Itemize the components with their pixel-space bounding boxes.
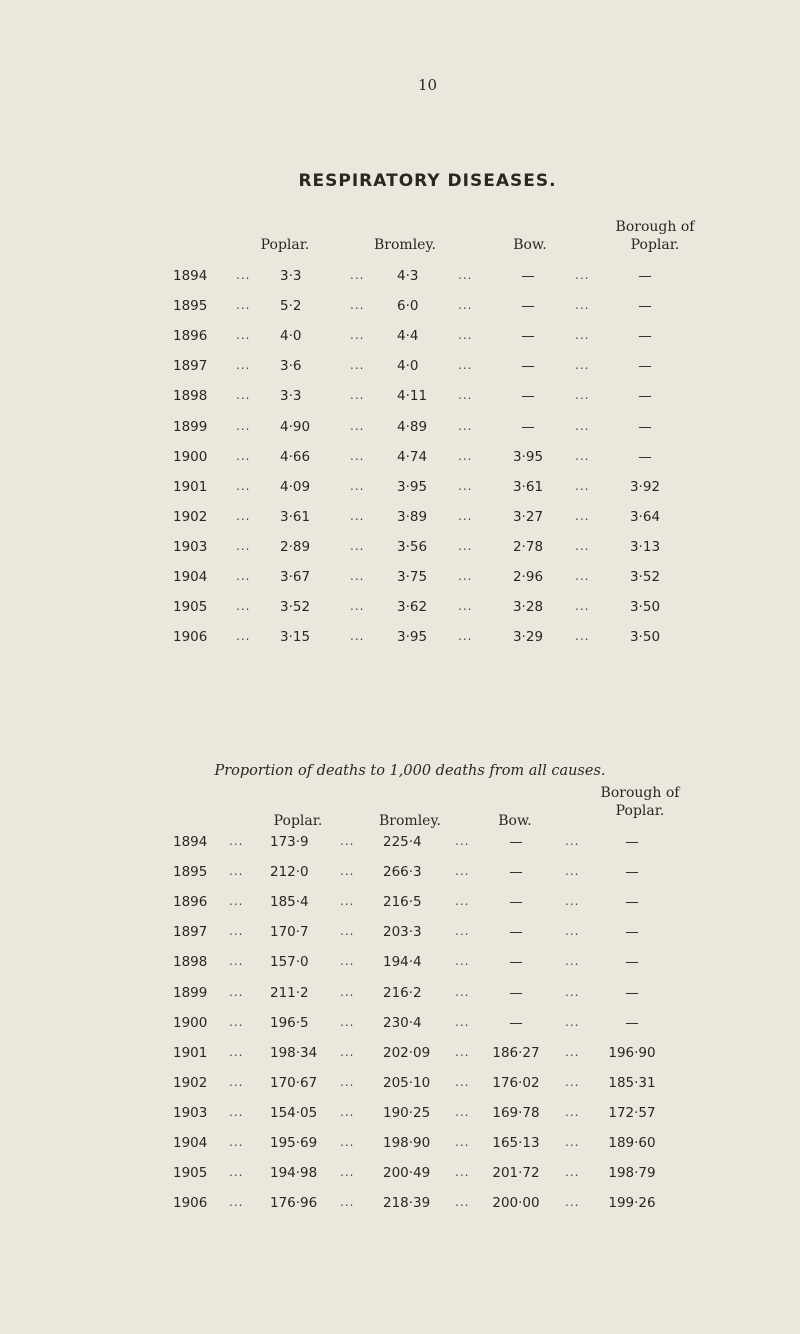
cell-bow: 3·61 (512, 478, 544, 495)
leader-dots: ... (455, 1044, 470, 1059)
cell-bow: — (509, 834, 523, 850)
leader-dots: ... (565, 1195, 580, 1210)
leader-dots: ... (350, 569, 365, 583)
cell-borough: — (638, 268, 652, 284)
table-row (0, 388, 800, 410)
table-row (0, 985, 800, 1007)
page-number: 10 (417, 76, 438, 94)
cell-borough: — (638, 298, 652, 315)
cell-year: 1906 (173, 629, 208, 646)
leader-dots: ... (575, 478, 590, 493)
cell-year: 1900 (173, 448, 208, 465)
cell-bow: — (521, 388, 535, 405)
cell-poplar: 3·67 (280, 569, 311, 585)
leader-dots: ... (350, 388, 365, 403)
cell-year: 1899 (173, 984, 208, 1001)
cell-bow: 2·78 (512, 538, 544, 555)
cell-poplar: 173·9 (270, 834, 309, 850)
leader-dots: ... (575, 298, 590, 313)
leader-dots: ... (236, 508, 251, 523)
cell-borough: — (638, 388, 652, 405)
table-row (0, 864, 800, 886)
leader-dots: ... (340, 1195, 355, 1210)
col-head-borough (580, 784, 700, 820)
leader-dots: ... (458, 298, 473, 313)
table-row (0, 419, 800, 441)
cell-bow: — (521, 418, 535, 435)
leader-dots: ... (575, 508, 590, 523)
cell-bromley: 225·4 (383, 834, 422, 850)
leader-dots: ... (458, 448, 473, 463)
cell-poplar: 4·09 (280, 478, 311, 495)
leader-dots: ... (458, 599, 473, 614)
cell-poplar: 3·15 (280, 629, 311, 646)
leader-dots: ... (350, 508, 365, 523)
leader-dots: ... (350, 478, 365, 493)
leader-dots: ... (350, 629, 365, 644)
leader-dots: ... (565, 1104, 580, 1119)
cell-bow: — (509, 1014, 523, 1031)
leader-dots: ... (575, 418, 590, 433)
cell-bow: — (509, 984, 523, 1001)
leader-dots: ... (229, 1135, 244, 1149)
cell-year: 1905 (173, 1165, 208, 1182)
cell-bow: 176·02 (492, 1074, 540, 1091)
cell-borough: 3·52 (629, 569, 661, 585)
leader-dots: ... (565, 924, 580, 939)
leader-dots: ... (350, 599, 365, 614)
col-head-borough (595, 218, 715, 254)
leader-dots: ... (236, 358, 251, 373)
cell-bromley: 3·62 (397, 599, 428, 616)
leader-dots: ... (229, 924, 244, 939)
cell-bow: — (521, 268, 535, 284)
table-row (0, 834, 800, 856)
cell-year: 1901 (173, 478, 208, 495)
cell-borough: 198·79 (608, 1165, 656, 1182)
leader-dots: ... (236, 388, 251, 403)
cell-bow: 200·00 (492, 1195, 540, 1212)
leader-dots: ... (458, 328, 473, 343)
cell-poplar: 4·66 (280, 448, 311, 465)
leader-dots: ... (455, 924, 470, 939)
cell-year: 1894 (173, 834, 208, 850)
leader-dots: ... (236, 478, 251, 493)
leader-dots: ... (575, 569, 590, 583)
leader-dots: ... (565, 894, 580, 909)
cell-bow: 186·27 (492, 1044, 540, 1061)
cell-bromley: 4·74 (397, 448, 428, 465)
cell-bromley: 230·4 (383, 1014, 422, 1031)
cell-bow: 165·13 (492, 1135, 540, 1151)
cell-poplar: 170·67 (270, 1074, 318, 1091)
col-head-bromley: Bromley. (379, 813, 441, 829)
leader-dots: ... (229, 894, 244, 909)
leader-dots: ... (340, 1014, 355, 1029)
cell-bow: 2·96 (512, 569, 544, 585)
cell-bromley: 6·0 (397, 298, 419, 315)
col-head-bow: Bow. (513, 237, 547, 253)
leader-dots: ... (455, 864, 470, 879)
cell-poplar: 5·2 (280, 298, 302, 315)
leader-dots: ... (340, 1165, 355, 1180)
cell-poplar: 196·5 (270, 1014, 309, 1031)
table-row (0, 1135, 800, 1157)
leader-dots: ... (455, 1135, 470, 1149)
cell-year: 1897 (173, 358, 208, 375)
leader-dots: ... (575, 268, 590, 282)
table-row (0, 358, 800, 380)
cell-bow: 3·28 (512, 599, 544, 616)
cell-year: 1896 (173, 894, 208, 911)
leader-dots: ... (340, 1135, 355, 1149)
cell-poplar: 211·2 (270, 984, 309, 1001)
cell-bow: 3·27 (512, 508, 544, 525)
cell-borough: — (625, 924, 639, 941)
leader-dots: ... (229, 1195, 244, 1210)
leader-dots: ... (575, 599, 590, 614)
leader-dots: ... (458, 629, 473, 644)
leader-dots: ... (340, 834, 355, 848)
cell-bromley: 266·3 (383, 864, 422, 881)
leader-dots: ... (236, 538, 251, 553)
cell-borough: — (625, 864, 639, 881)
cell-poplar: 3·6 (280, 358, 302, 375)
leader-dots: ... (458, 358, 473, 373)
leader-dots: ... (458, 569, 473, 583)
table-row (0, 509, 800, 531)
leader-dots: ... (565, 834, 580, 848)
table-row (0, 1045, 800, 1067)
leader-dots: ... (236, 629, 251, 644)
leader-dots: ... (455, 894, 470, 909)
leader-dots: ... (350, 298, 365, 313)
leader-dots: ... (458, 478, 473, 493)
cell-bromley: 198·90 (383, 1135, 431, 1151)
leader-dots: ... (229, 984, 244, 999)
cell-bow: 3·95 (512, 448, 544, 465)
cell-borough: 3·50 (629, 599, 661, 616)
table-row (0, 479, 800, 501)
cell-year: 1897 (173, 924, 208, 941)
cell-poplar: 176·96 (270, 1195, 318, 1212)
cell-poplar: 198·34 (270, 1044, 318, 1061)
leader-dots: ... (340, 1104, 355, 1119)
leader-dots: ... (236, 328, 251, 343)
cell-year: 1894 (173, 268, 208, 284)
leader-dots: ... (229, 1104, 244, 1119)
cell-year: 1895 (173, 298, 208, 315)
cell-year: 1901 (173, 1044, 208, 1061)
leader-dots: ... (229, 834, 244, 848)
cell-year: 1903 (173, 1104, 208, 1121)
leader-dots: ... (565, 1165, 580, 1180)
cell-poplar: 2·89 (280, 538, 311, 555)
cell-poplar: 170·7 (270, 924, 309, 941)
cell-bromley: 218·39 (383, 1195, 431, 1212)
table-row (0, 1075, 800, 1097)
cell-bow: — (509, 894, 523, 911)
cell-poplar: 3·52 (280, 599, 311, 616)
cell-borough: — (625, 1014, 639, 1031)
cell-year: 1905 (173, 599, 208, 616)
cell-bromley: 3·89 (397, 508, 428, 525)
leader-dots: ... (455, 1074, 470, 1089)
leader-dots: ... (458, 538, 473, 553)
cell-bromley: 200·49 (383, 1165, 431, 1182)
leader-dots: ... (236, 418, 251, 433)
cell-bow: — (521, 298, 535, 315)
leader-dots: ... (455, 1165, 470, 1180)
cell-borough: — (625, 954, 639, 971)
table-row (0, 599, 800, 621)
cell-bow: 169·78 (492, 1104, 540, 1121)
leader-dots: ... (340, 954, 355, 969)
col-head-poplar: Poplar. (260, 237, 310, 253)
cell-borough: — (638, 358, 652, 375)
cell-poplar: 212·0 (270, 864, 309, 881)
section-heading: RESPIRATORY DISEASES. (298, 171, 557, 191)
cell-year: 1898 (173, 388, 208, 405)
cell-borough: 3·92 (629, 478, 661, 495)
cell-poplar: 157·0 (270, 954, 309, 971)
leader-dots: ... (229, 1074, 244, 1089)
leader-dots: ... (229, 864, 244, 879)
leader-dots: ... (455, 1014, 470, 1029)
leader-dots: ... (565, 954, 580, 969)
cell-borough: 189·60 (608, 1135, 656, 1151)
leader-dots: ... (458, 508, 473, 523)
cell-year: 1906 (173, 1195, 208, 1212)
cell-year: 1904 (173, 1135, 208, 1151)
col-head-borough-line1: Borough of (600, 785, 680, 801)
table-row (0, 629, 800, 651)
cell-borough: 185·31 (608, 1074, 656, 1091)
leader-dots: ... (565, 864, 580, 879)
cell-bromley: 3·56 (397, 538, 428, 555)
leader-dots: ... (340, 1074, 355, 1089)
cell-year: 1903 (173, 538, 208, 555)
leader-dots: ... (565, 1014, 580, 1029)
cell-bow: — (509, 954, 523, 971)
leader-dots: ... (236, 569, 251, 583)
leader-dots: ... (236, 298, 251, 313)
cell-bow: — (509, 864, 523, 881)
cell-bromley: 4·0 (397, 358, 419, 375)
table-2-caption: Proportion of deaths to 1,000 deaths from all causes. (214, 763, 606, 779)
cell-year: 1902 (173, 1074, 208, 1091)
leader-dots: ... (340, 1044, 355, 1059)
leader-dots: ... (575, 538, 590, 553)
cell-borough: 3·64 (629, 508, 661, 525)
col-head-borough-line2: Poplar. (630, 237, 680, 253)
cell-bow: — (521, 358, 535, 375)
table-row (0, 539, 800, 561)
cell-year: 1900 (173, 1014, 208, 1031)
leader-dots: ... (575, 448, 590, 463)
leader-dots: ... (575, 388, 590, 403)
cell-borough: — (625, 894, 639, 911)
cell-poplar: 4·90 (280, 418, 311, 435)
leader-dots: ... (565, 984, 580, 999)
leader-dots: ... (236, 599, 251, 614)
cell-poplar: 194·98 (270, 1165, 318, 1182)
table-row (0, 924, 800, 946)
table-row (0, 1105, 800, 1127)
cell-bromley: 4·4 (397, 328, 419, 345)
cell-poplar: 3·3 (280, 268, 302, 284)
leader-dots: ... (236, 448, 251, 463)
col-head-bromley: Bromley. (374, 237, 436, 253)
leader-dots: ... (340, 984, 355, 999)
cell-bow: — (521, 328, 535, 345)
leader-dots: ... (458, 388, 473, 403)
leader-dots: ... (340, 894, 355, 909)
table-row (0, 328, 800, 350)
leader-dots: ... (236, 268, 251, 282)
leader-dots: ... (229, 1165, 244, 1180)
leader-dots: ... (455, 1195, 470, 1210)
cell-borough: 3·50 (629, 629, 661, 646)
leader-dots: ... (229, 1044, 244, 1059)
cell-bow: 201·72 (492, 1165, 540, 1182)
cell-bromley: 4·89 (397, 418, 428, 435)
leader-dots: ... (340, 924, 355, 939)
cell-poplar: 195·69 (270, 1135, 318, 1151)
table-row (0, 894, 800, 916)
table-row (0, 954, 800, 976)
cell-borough: 172·57 (608, 1104, 656, 1121)
leader-dots: ... (565, 1074, 580, 1089)
cell-bromley: 3·75 (397, 569, 428, 585)
leader-dots: ... (350, 418, 365, 433)
cell-bromley: 4·3 (397, 268, 419, 284)
cell-borough: — (625, 984, 639, 1001)
table-row (0, 1165, 800, 1187)
col-head-borough-line1: Borough of (615, 219, 695, 235)
leader-dots: ... (575, 629, 590, 644)
leader-dots: ... (350, 448, 365, 463)
cell-poplar: 4·0 (280, 328, 302, 345)
cell-borough: — (638, 448, 652, 465)
table-row (0, 268, 800, 290)
cell-bromley: 202·09 (383, 1044, 431, 1061)
cell-bromley: 190·25 (383, 1104, 431, 1121)
cell-poplar: 154·05 (270, 1104, 318, 1121)
leader-dots: ... (565, 1135, 580, 1149)
cell-year: 1895 (173, 864, 208, 881)
cell-bromley: 4·11 (397, 388, 428, 405)
cell-bromley: 203·3 (383, 924, 422, 941)
leader-dots: ... (350, 268, 365, 282)
col-head-bow: Bow. (498, 813, 532, 829)
cell-bromley: 3·95 (397, 478, 428, 495)
cell-bow: 3·29 (512, 629, 544, 646)
leader-dots: ... (565, 1044, 580, 1059)
leader-dots: ... (455, 954, 470, 969)
leader-dots: ... (575, 358, 590, 373)
table-row (0, 569, 800, 591)
leader-dots: ... (229, 1014, 244, 1029)
col-head-borough-line2: Poplar. (615, 803, 665, 819)
leader-dots: ... (458, 268, 473, 282)
cell-bromley: 216·2 (383, 984, 422, 1001)
cell-year: 1898 (173, 954, 208, 971)
col-head-poplar: Poplar. (273, 813, 323, 829)
cell-year: 1896 (173, 328, 208, 345)
table-row (0, 1195, 800, 1217)
cell-borough: — (625, 834, 639, 850)
leader-dots: ... (455, 984, 470, 999)
leader-dots: ... (458, 418, 473, 433)
cell-poplar: 3·61 (280, 508, 311, 525)
leader-dots: ... (455, 1104, 470, 1119)
cell-bow: — (509, 924, 523, 941)
cell-year: 1899 (173, 418, 208, 435)
cell-bromley: 3·95 (397, 629, 428, 646)
table-row (0, 298, 800, 320)
cell-borough: 199·26 (608, 1195, 656, 1212)
leader-dots: ... (229, 954, 244, 969)
cell-borough: 196·90 (608, 1044, 656, 1061)
leader-dots: ... (350, 358, 365, 373)
cell-bromley: 205·10 (383, 1074, 431, 1091)
cell-year: 1904 (173, 569, 208, 585)
cell-bromley: 194·4 (383, 954, 422, 971)
cell-borough: — (638, 328, 652, 345)
cell-poplar: 185·4 (270, 894, 309, 911)
leader-dots: ... (350, 538, 365, 553)
leader-dots: ... (350, 328, 365, 343)
cell-year: 1902 (173, 508, 208, 525)
table-row (0, 449, 800, 471)
cell-bromley: 216·5 (383, 894, 422, 911)
leader-dots: ... (575, 328, 590, 343)
leader-dots: ... (340, 864, 355, 879)
table-row (0, 1015, 800, 1037)
leader-dots: ... (455, 834, 470, 848)
cell-borough: — (638, 418, 652, 435)
cell-borough: 3·13 (629, 538, 661, 555)
cell-poplar: 3·3 (280, 388, 302, 405)
